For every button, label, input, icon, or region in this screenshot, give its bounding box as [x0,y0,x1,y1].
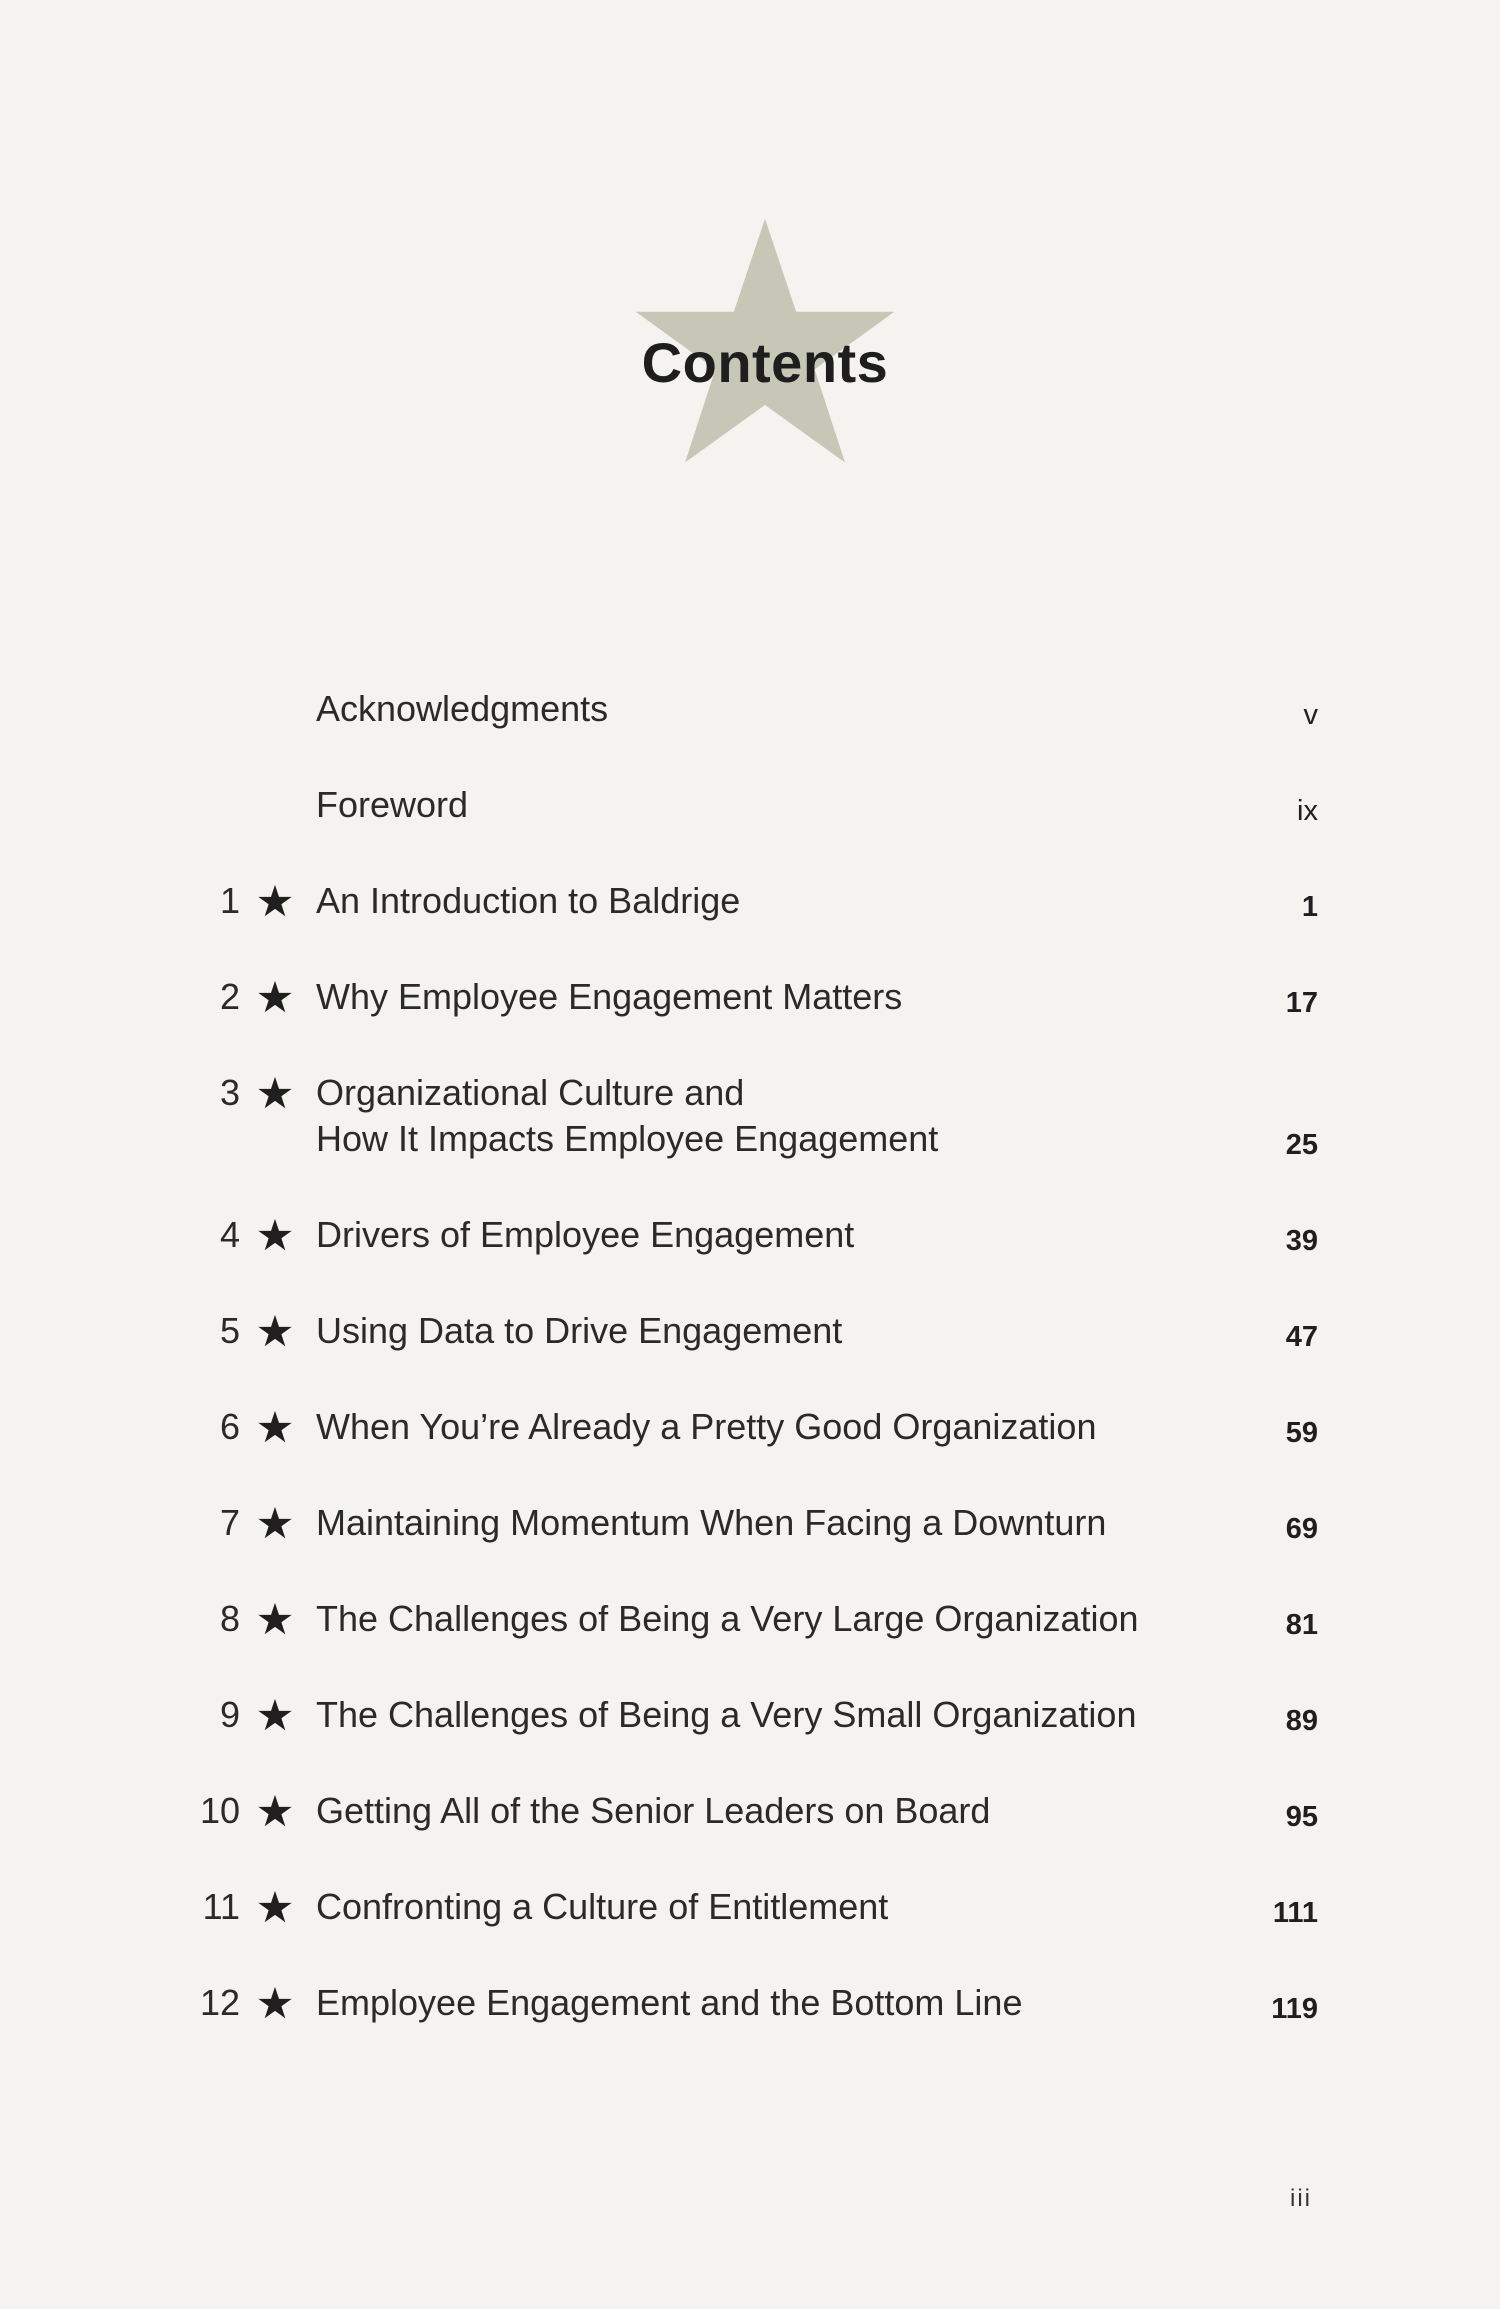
page-reference: 89 [1285,1705,1318,1737]
chapter-title-line: Confronting a Culture of Entitlement [316,1886,889,1927]
page-reference: 25 [1285,1129,1318,1161]
chapter-title-line: Acknowledgments [316,688,609,729]
star-bullet-icon [258,1506,292,1540]
star-bullet-icon [258,1410,292,1444]
star-bullet-icon [258,1890,292,1924]
page-reference: 17 [1285,987,1318,1019]
chapter-title [316,1596,1139,1642]
toc-entry [0,1980,1500,2040]
chapter-title-line: Foreword [316,784,469,825]
chapter-title [316,1070,938,1162]
star-bullet-icon [258,1602,292,1636]
star-bullet-icon [258,1794,292,1828]
chapter-number: 2 [219,976,240,1017]
chapter-title [316,1692,1136,1738]
toc-entry [0,1884,1500,1944]
page-number: iii [1290,2185,1312,2212]
toc-entry [0,782,1500,842]
chapter-title [316,1308,842,1354]
toc-entry [0,1404,1500,1464]
toc-entry [0,974,1500,1034]
page-reference: 1 [1301,891,1318,923]
star-bullet-icon [258,1314,292,1348]
chapter-title-line: Why Employee Engagement Matters [316,976,903,1017]
chapter-title [316,1884,888,1930]
chapter-title-line: When You’re Already a Pretty Good Organization [316,1406,1097,1447]
chapter-number: 8 [219,1598,240,1639]
toc-entry [0,1788,1500,1848]
chapter-title [316,686,608,732]
chapter-title [316,1212,854,1258]
chapter-title-line: Employee Engagement and the Bottom Line [316,1982,1023,2023]
chapter-title [316,878,740,924]
chapter-number: 10 [199,1790,240,1831]
chapter-number: 12 [199,1982,240,2023]
chapter-number: 3 [219,1072,240,1113]
chapter-title [316,1500,1106,1546]
chapter-title [316,1980,1022,2026]
chapter-title-line: How It Impacts Employee Engagement [316,1118,939,1159]
star-bullet-icon [258,1218,292,1252]
toc-entry [0,1500,1500,1560]
chapter-title-line: The Challenges of Being a Very Small Organization [316,1694,1137,1735]
chapter-title-line: Drivers of Employee Engagement [316,1214,855,1255]
star-bullet-icon [258,1076,292,1110]
toc-entry [0,1308,1500,1368]
page-reference: 81 [1285,1609,1318,1641]
toc-entry [0,1212,1500,1272]
chapter-title-line: Getting All of the Senior Leaders on Board [316,1790,991,1831]
chapter-title-line: Maintaining Momentum When Facing a Downturn [316,1502,1107,1543]
page-reference: 47 [1285,1321,1318,1353]
toc-entry [0,878,1500,938]
chapter-number: 4 [219,1214,240,1255]
page-title: Contents [641,331,889,394]
page-reference: v [1303,699,1318,731]
chapter-number: 9 [219,1694,240,1735]
toc-entry [0,686,1500,746]
page-reference: 69 [1285,1513,1318,1545]
page-reference: 39 [1285,1225,1318,1257]
star-bullet-icon [258,980,292,1014]
star-bullet-icon [258,1986,292,2020]
page-reference: ix [1297,795,1318,827]
chapter-number: 1 [219,880,240,921]
page-reference: 59 [1285,1417,1318,1449]
chapter-title-line: An Introduction to Baldrige [316,880,741,921]
chapter-title-line: Using Data to Drive Engagement [316,1310,843,1351]
toc-entry [0,1692,1500,1752]
chapter-title [316,1404,1096,1450]
chapter-title [316,974,902,1020]
chapter-number: 11 [202,1886,240,1927]
chapter-title [316,1788,990,1834]
chapter-number: 5 [219,1310,240,1351]
chapter-number: 6 [219,1406,240,1447]
toc-entry [0,1596,1500,1656]
page-reference: 119 [1271,1993,1318,2025]
toc-entry [0,1070,1500,1161]
page-reference: 111 [1272,1897,1318,1929]
chapter-title-line: The Challenges of Being a Very Large Organization [316,1598,1139,1639]
chapter-title [316,782,468,828]
chapter-number: 7 [219,1502,240,1543]
page-reference: 95 [1285,1801,1318,1833]
star-bullet-icon [258,1698,292,1732]
star-bullet-icon [258,884,292,918]
chapter-title-line: Organizational Culture and [316,1072,745,1113]
